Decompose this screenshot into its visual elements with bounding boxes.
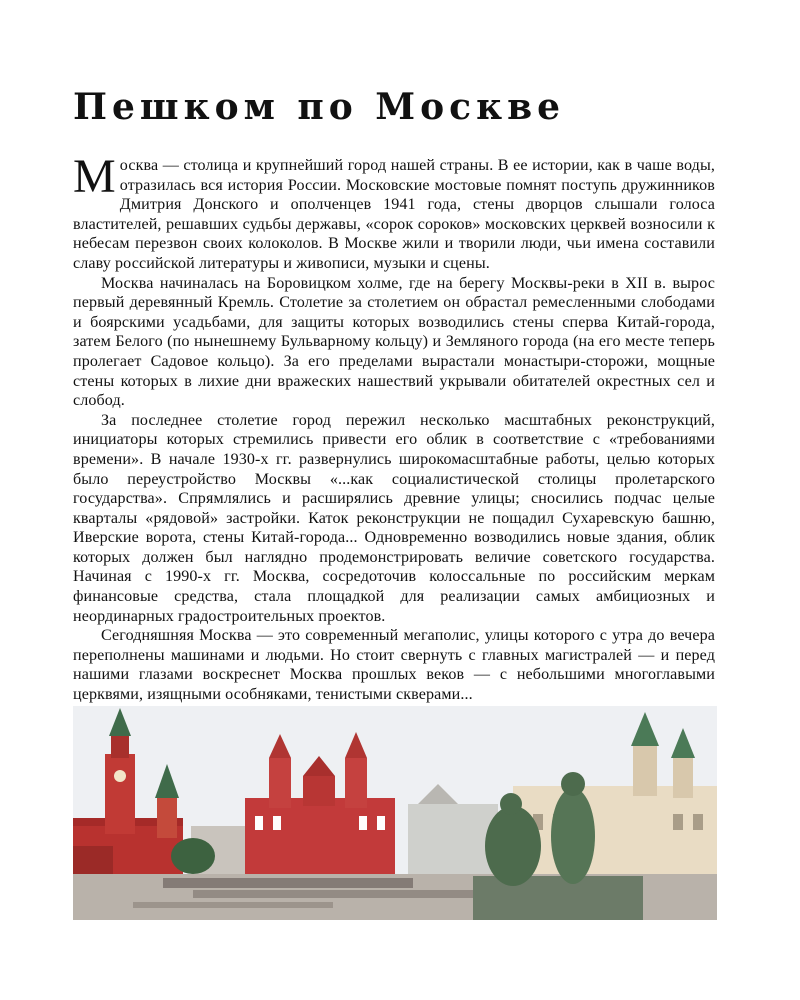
paragraph-1-text: осква — столица и крупнейший город нашей страны. В ее истории, как в чаше воды, отразилась вся история России. Московские мостовые помнят поступь дружинников Дмитрия Донского и ополченцев 1941 года, стены дворцов слышали голоса властителей, решавших судьбы державы, «сорок сороков» московских церквей возносили к небесам перезвон своих колоколов. В Москве жили и творили люди, чьи имена составили славу российской литературы и живописи, музыки и сцены. [73,157,715,272]
article-body [73,150,715,705]
page-title: Пешком по Москве [73,86,565,128]
red-square-illustration [73,706,717,920]
paragraph-1 [73,150,715,274]
trees [171,838,215,874]
paragraph-2: Москва начиналась на Боровицком холме, где на берегу Москвы-реки в XII в. вырос первый деревянный Кремль. Столетие за столетием он обрастал ремесленными слободами и боярскими усадьбами, для защиты которых возводились стены сперва Китай-города, затем Белого (по нынешнему Бульварному кольцу) и Земляного города (на его месте теперь пролегает Садовое кольцо). За его пределами вырастали монастыри-сторожи, мощные стены которых в лихие дни вражеских нашествий укрывали обитателей окрестных сел и слобод. [73,274,715,410]
drop-cap: М [73,150,116,203]
red-square-photo [73,706,717,920]
paragraph-4: Сегодняшняя Москва — это современный мегаполис, улицы которого с утра до вечера переполнены машинами и людьми. Но стоит свернуть с главных магистралей — и перед нашими глазами воскреснет Москва прошлых веков — с небольшими многоглавыми церквями, изящными особняками, тенистыми скверами... [73,627,715,704]
paragraph-3: За последнее столетие город пережил несколько масштабных реконструкций, инициаторы которых стремились привести его облик в соответствие с «требованиями времени». В начале 1930-х гг. развернулись широкомасштабные работы, целью которых было переустройство Москвы «...как социалистической столицы пролетарского государства». Спрямлялись и расширялись древние улицы; сносились подчас целые кварталы «рядовой» застройки. Каток реконструкции не пощадил Сухаревскую башню, Иверские ворота, стены Китай-города... Одновременно возводились новые здания, облик которых должен был наглядно продемонстрировать величие советского государства. Начиная с 1990-х гг. Москва, сосредоточив колоссальные по российским меркам финансовые средства, стала площадкой для реализации самых амбициозных и неординарных градостроительных проектов. [73,411,715,625]
